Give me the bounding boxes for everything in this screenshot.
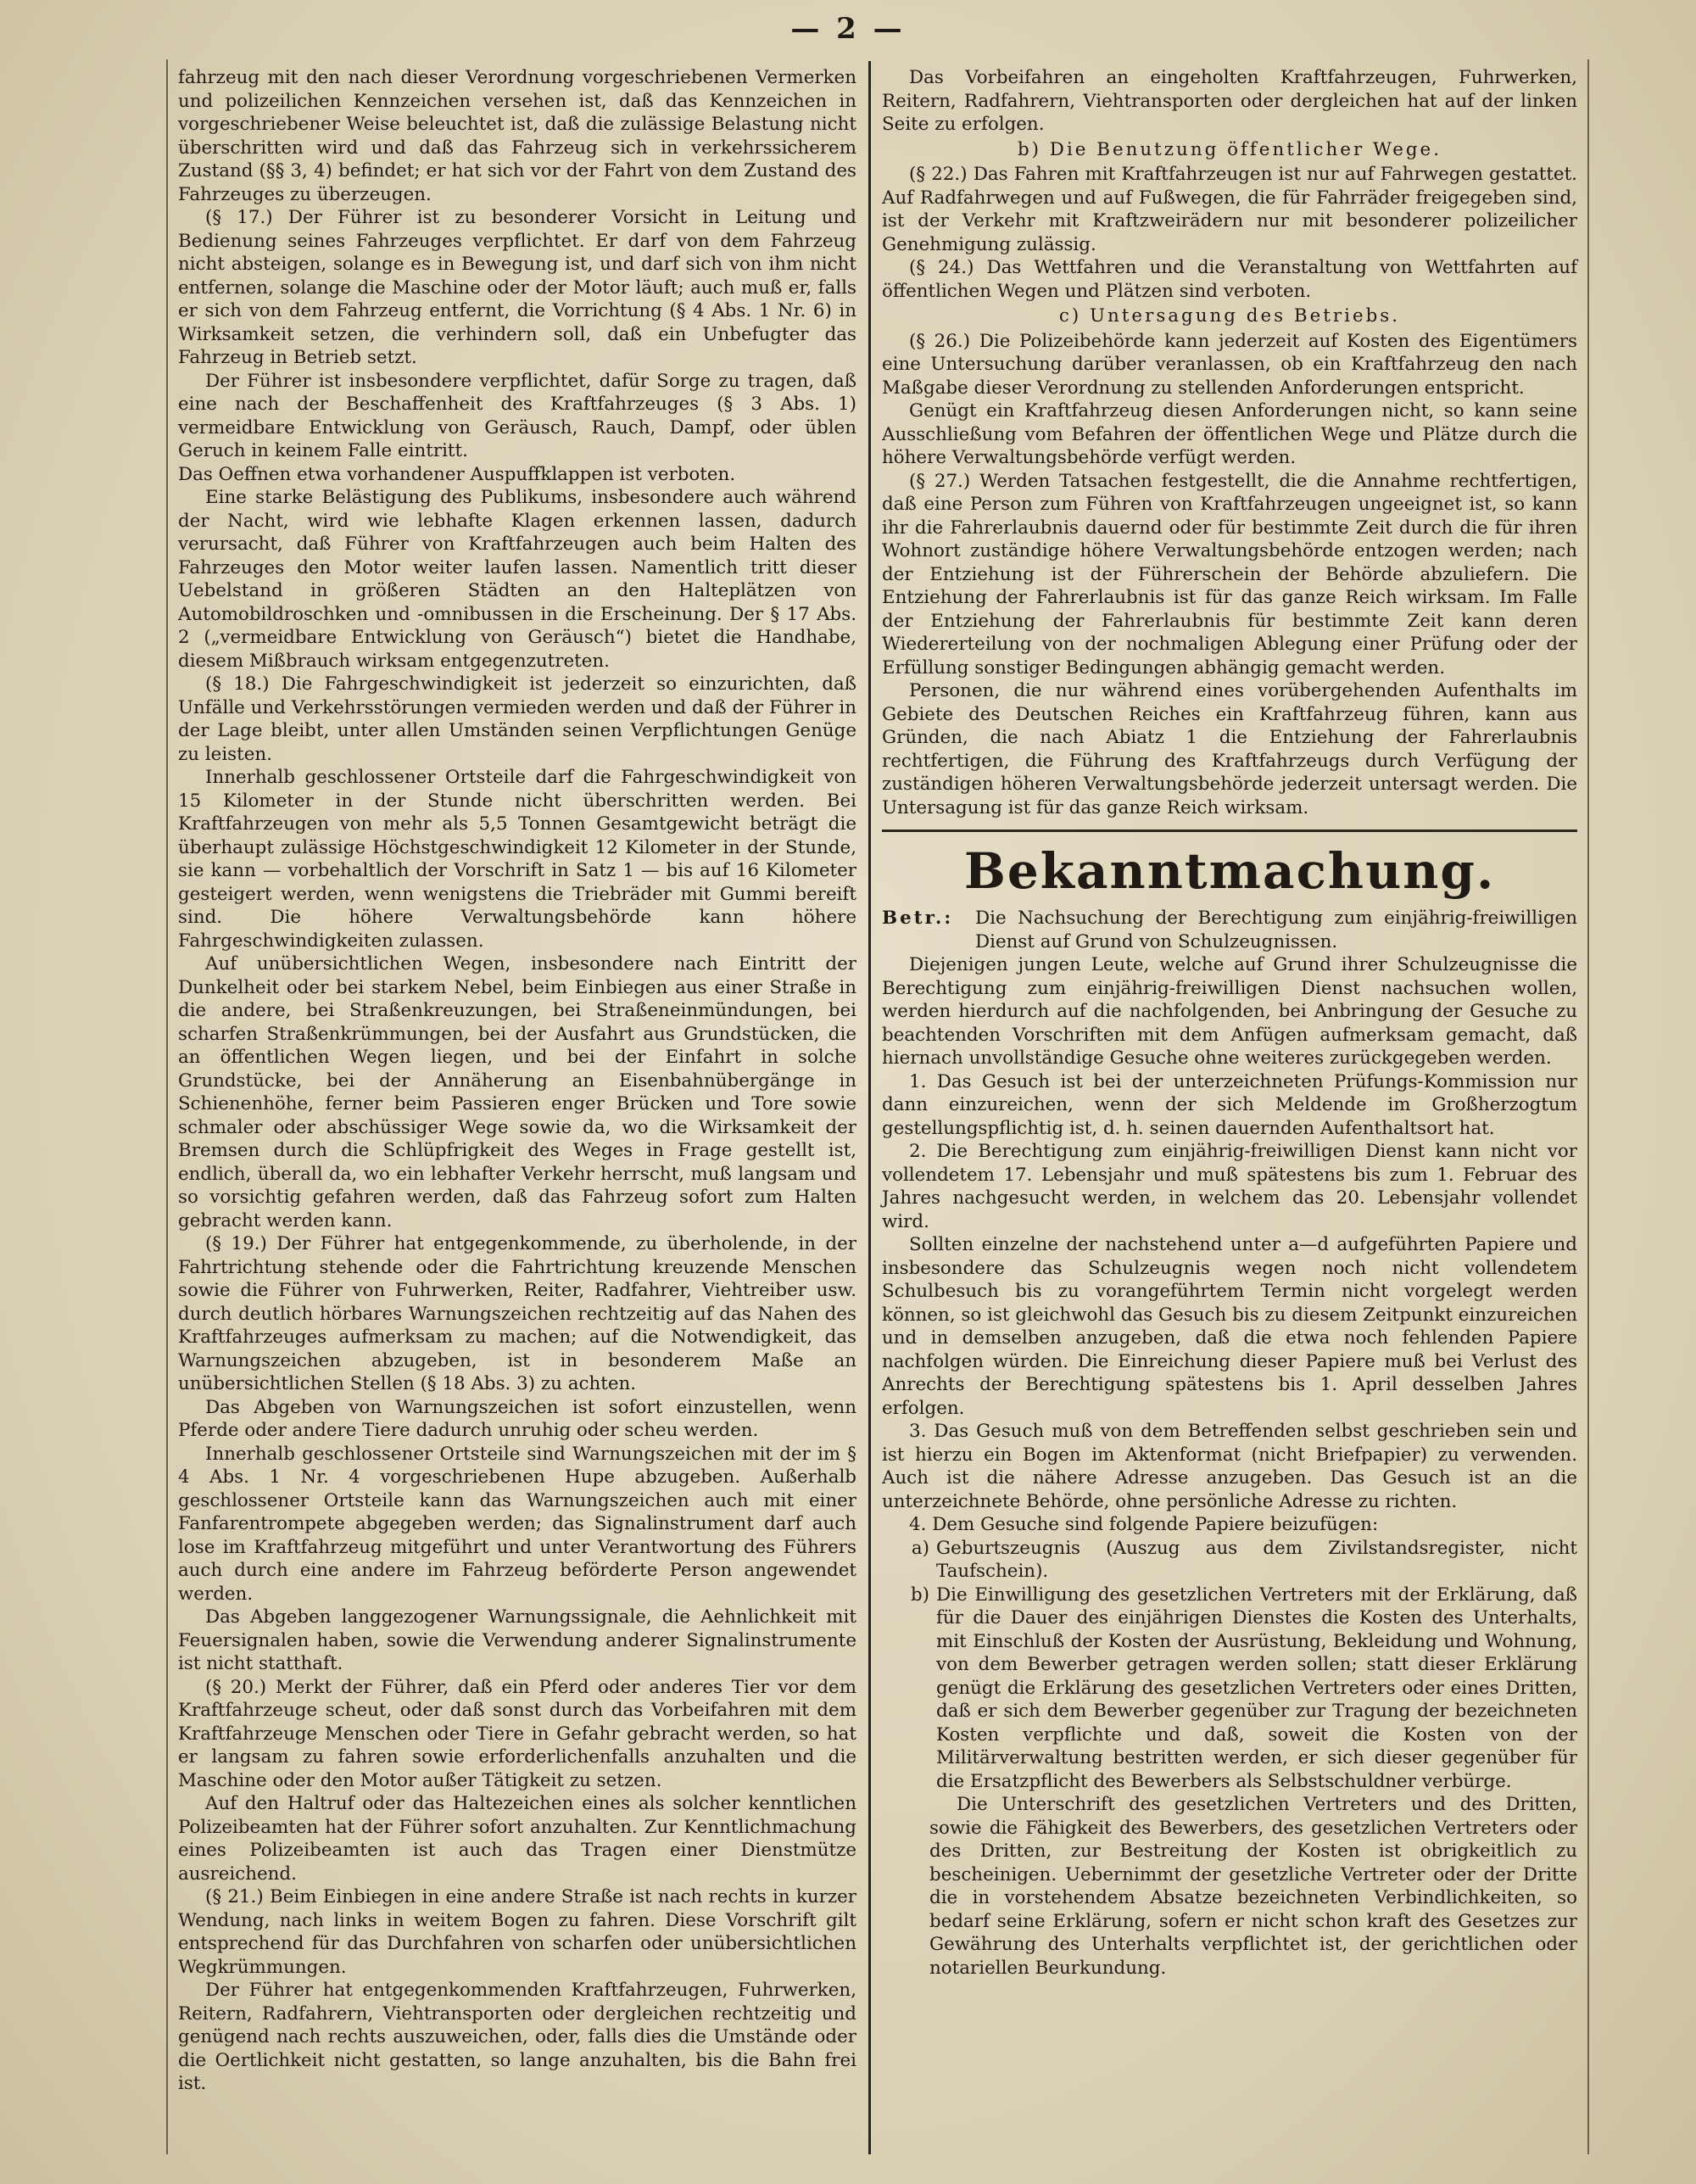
paragraph: Innerhalb geschlossener Ortsteile sind Warnungszeichen mit der im § 4 Abs. 1 Nr. 4 vorgeschriebenen Hupe abzugeben. Außerhalb geschlossener Ortsteile kann das Warnungszeichen auch mit einer Fanfarentrompete abgegeben werden; das Signalinstrument darf auch lose im Kraftfahrzeug mitgeführt und unter Verantwortung des Führers auch durch eine andere im Fahrzeug beförderte Person angewendet werden. <box>178 1443 856 1605</box>
announcement-intro: Diejenigen jungen Leute, welche auf Grund ihrer Schulzeugnisse die Berechtigung zum einjährig-freiwilligen Dienst nachsuchen wollen, werden hierdurch auf die nachfolgenden, bei Anbringung der Gesuche zu beachtenden Vorschriften mit dem Anfügen aufmerksam gemacht, daß hiernach unvollständige Gesuche ohne weiteres zurückgegeben werden. <box>882 954 1577 1069</box>
paragraph: Innerhalb geschlossener Ortsteile darf die Fahrgeschwindigkeit von 15 Kilometer in der Stunde nicht überschritten werden. Bei Kraftfahrzeugen von mehr als 5,5 Tonnen Gesamtgewicht beträgt die überhaupt zulässige Höchstgeschwindigkeit 12 Kilometer in der Stunde, sie kann — vorbehaltlich der Vorschrift in Satz 1 — bis auf 16 Kilometer gesteigert werden, wenn wenigstens die Triebräder mit Gummi bereift sind. Die höhere Verwaltungsbehörde kann höhere Fahrgeschwindigkeiten zulassen. <box>178 767 856 952</box>
paragraph: Das Oeffnen etwa vorhandener Auspuffklappen ist verboten. <box>178 463 736 485</box>
paragraph-section-24: (§ 24.) Das Wettfahren und die Veranstaltung von Wettfahrten auf öffentlichen Wegen und Plätzen sind verboten. <box>882 257 1577 302</box>
paragraph-section-26: (§ 26.) Die Polizeibehörde kann jederzeit auf Kosten des Eigentümers eine Untersuchung darüber veranlassen, ob ein Kraftfahrzeug den nach Maßgabe dieser Verordnung zu stellenden Anforderungen entspricht. <box>882 330 1577 399</box>
numbered-rule-2: 2. Die Berechtigung zum einjährig-freiwilligen Dienst kann nicht vor vollendetem 17. Lebensjahr und muß spätestens bis zum 1. Februar des Jahres nachgesucht werden, in welchem das 20. Lebensjahr vollendet wird. <box>882 1141 1577 1232</box>
numbered-rule-1: 1. Das Gesuch ist bei der unterzeichneten Prüfungs-Kommission nur dann einzureichen, wenn der sich Meldende im Großherzogtum gestellungspflichtig ist, d. h. seinen dauernden Aufenthaltsort hat. <box>882 1070 1577 1139</box>
right-column <box>882 66 1577 1980</box>
paragraph: Auf den Haltruf oder das Haltezeichen eines als solcher kenntlichen Polizeibeamten hat der Führer sofort anzuhalten. Zur Kenntlichmachung eines Polizeibeamten ist auch das Tragen einer Dienstmütze ausreichend. <box>178 1793 856 1885</box>
page-number: — 2 — <box>790 12 906 46</box>
paragraph: Eine starke Belästigung des Publikums, insbesondere auch während der Nacht, wird wie lebhafte Klagen erkennen lassen, dadurch verursacht, daß Führer von Kraftfahrzeugen auch beim Halten des Fahrzeuges den Motor weiter laufen lassen. Namentlich tritt dieser Uebelstand in größeren Städten an den Halteplätzen von Automobildroschken und -omnibussen in die Erscheinung. Der § 17 Abs. 2 („vermeidbare Entwicklung von Geräusch“) bietet die Handhabe, diesem Mißbrauch wirksam entgegenzutreten. <box>178 487 856 672</box>
closing-paragraph: Die Unterschrift des gesetzlichen Vertreters und des Dritten, sowie die Fähigkeit des Bewerbers, des gesetzlichen Vertreters oder des Dritten, zur Bestreitung der Kosten ist obrigkeitlich zu bescheinigen. Uebernimmt der gesetzliche Vertreter oder der Dritte die in vorstehendem Absatze bezeichneten Verbindlichkeiten, so bedarf seine Erklärung, sofern er nicht schon kraft des Gesetzes zur Gewährung des Unterhalts verpflichtet ist, der gerichtlichen oder notariellen Beurkundung. <box>929 1794 1577 1979</box>
paragraph: Personen, die nur während eines vorübergehenden Aufenthalts im Gebiete des Deutschen Reiches ein Kraftfahrzeug führen, kann aus Gründen, die nach Abiatz 1 die Entziehung der Fahrerlaubnis rechtfertigen, die Führung des Kraftfahrzeugs durch Verfügung der zuständigen höheren Verwaltungsbehörde jederzeit untersagt werden. Die Untersagung ist für das ganze Reich wirksam. <box>882 680 1577 818</box>
page-border-right <box>1587 59 1589 2154</box>
paragraph: fahrzeug mit den nach dieser Verordnung vorgeschriebenen Vermerken und polizeilichen Kennzeichen versehen ist, daß das Kennzeichen in vorgeschriebener Weise beleuchtet ist, daß die zulässige Belastung nicht überschritten wird und daß das Fahrzeug sich in verkehrssicherem Zustand (§§ 3, 4) befindet; er hat sich vor der Fahrt von dem Zustand des Fahrzeuges zu überzeugen. <box>178 67 856 205</box>
paragraph-section-19: (§ 19.) Der Führer hat entgegenkommende, zu überholende, in der Fahrtrichtung stehende oder die Fahrtrichtung kreuzende Menschen sowie die Führer von Fuhrwerken, Reiter, Radfahrer, Viehtreiber usw. durch deutlich hörbares Warnungszeichen rechtzeitig auf das Nahen des Kraftfahrzeuges aufmerksam zu machen; auf die Notwendigkeit, das Warnungszeichen abzugeben, ist in besonderem Maße an unübersichtlichen Stellen (§ 18 Abs. 3) zu achten. <box>178 1233 856 1394</box>
list-item-text: Geburtszeugnis (Auszug aus dem Zivilstandsregister, nicht Taufschein). <box>936 1537 1577 1582</box>
paragraph-section-17: (§ 17.) Der Führer ist zu besonderer Vorsicht in Leitung und Bedienung seines Fahrzeuges verpflichtet. Er darf von dem Fahrzeug nicht absteigen, solange es in Bewegung ist, und darf sich von ihm nicht entfernen, solange die Maschine oder der Motor läuft; auch muß er, falls er sich von dem Fahrzeug entfernt, die Vorrichtung (§ 4 Abs. 1 Nr. 6) in Wirksamkeit setzen, die verhindern soll, daß ein Unbefugter das Fahrzeug in Betrieb setzt. <box>178 207 856 368</box>
paragraph: Der Führer hat entgegenkommenden Kraftfahrzeugen, Fuhrwerken, Reitern, Radfahrern, Viehtransporten oder dergleichen rechtzeitig und genügend nach rechts auszuweichen, oder, falls dies die Umstände oder die Oertlichkeit nicht gestatten, so lange anzuhalten, bis die Bahn frei ist. <box>178 1980 856 2094</box>
paragraph: Der Führer ist insbesondere verpflichtet, dafür Sorge zu tragen, daß eine nach der Beschaffenheit des Kraftfahrzeuges (§ 3 Abs. 1) vermeidbare Entwicklung von Geräusch, Rauch, Dampf, oder üblen Geruch in keinem Falle eintritt. <box>178 370 856 461</box>
list-marker: b) <box>910 1584 929 1606</box>
page-border-left <box>166 59 168 2154</box>
paragraph: Sollten einzelne der nachstehend unter a—d aufgeführten Papiere und insbesondere das Schulzeugnis wegen noch nicht vollendetem Schulbesuch bis zu vorangeführtem Termin nicht vorgelegt werden können, so ist gleichwohl das Gesuch bis zu diesem Zeitpunkt einzureichen und in demselben anzugeben, daß die etwa noch fehlenden Papiere nachfolgen würden. Die Einreichung dieser Papiere muß bei Verlust des Anrechts der Berechtigung spätestens bis 1. April desselben Jahres erfolgen. <box>882 1234 1577 1419</box>
left-column <box>178 66 856 2096</box>
paragraph: Das Abgeben von Warnungszeichen ist sofort einzustellen, wenn Pferde oder andere Tiere dadurch unruhig oder scheu werden. <box>178 1396 856 1441</box>
paragraph: Das Abgeben langgezogener Warnungssignale, die Aehnlichkeit mit Feuersignalen haben, sowie die Verwendung anderer Signalinstrumente ist nicht statthaft. <box>178 1606 856 1674</box>
subsection-heading-c: c) Untersagung des Betriebs. <box>1058 305 1401 327</box>
subject-line <box>882 907 1577 953</box>
subject-label: Betr.: <box>882 908 954 929</box>
numbered-rule-4: 4. Dem Gesuche sind folgende Papiere beizufügen: <box>909 1514 1379 1535</box>
list-item <box>882 1537 1577 1584</box>
paragraph-section-21: (§ 21.) Beim Einbiegen in eine andere Straße ist nach rechts in kurzer Wendung, nach links in weitem Bogen zu fahren. Diese Vorschrift gilt entsprechend für das Durchfahren von scharfen oder unübersichtlichen Wegkrümmungen. <box>178 1886 856 1978</box>
list-item-text: Die Einwilligung des gesetzlichen Vertreters mit der Erklärung, daß für die Dauer des einjährigen Dienstes die Kosten des Unterhalts, mit Einschluß der Kosten der Ausrüstung, Bekleidung und Wohnung, von dem Bewerber getragen werden sollen; statt dieser Erklärung genügt die Erklärung des gesetzlichen Vertreters oder eines Dritten, daß er sich dem Bewerber gegenüber zur Tragung der bezeichneten Kosten verpflichte und daß, soweit die Kosten von der Militärverwaltung bestritten werden, er sich dieser gegenüber für die Ersatzpflicht des Bewerbers als Selbstschuldner verbürge. <box>936 1584 1577 1792</box>
paragraph-section-20: (§ 20.) Merkt der Führer, daß ein Pferd oder anderes Tier vor dem Kraftfahrzeuge scheut, oder daß sonst durch das Vorbeifahren mit dem Kraftfahrzeuge Menschen oder Tiere in Gefahr gebracht werden, so hat er langsam zu fahren sowie erforderlichenfalls anzuhalten und die Maschine oder den Motor außer Tätigkeit zu setzen. <box>178 1676 856 1791</box>
paragraph: Auf unübersichtlichen Wegen, insbesondere nach Eintritt der Dunkelheit oder bei starkem Nebel, beim Einbiegen aus einer Straße in die andere, bei Straßenkreuzungen, bei Straßeneinmündungen, bei scharfen Straßenkrümmungen, bei der Ausfahrt aus Grundstücken, die an öffentlichen Wegen liegen, und bei der Einfahrt in solche Grundstücke, bei der Annäherung an Eisenbahnübergänge in Schienenhöhe, ferner beim Passieren enger Brücken und Tore sowie schmaler oder abschüssiger Wege sowie da, wo die Wirksamkeit der Bremsen durch die Schlüpfrigkeit des Weges in Frage gestellt ist, endlich, überall da, wo ein lebhafter Verkehr herrscht, muß langsam und so vorsichtig gefahren werden, daß das Fahrzeug sofort zum Halten gebracht werden kann. <box>178 953 856 1232</box>
paragraph-section-18: (§ 18.) Die Fahrgeschwindigkeit ist jederzeit so einzurichten, daß Unfälle und Verkehrsstörungen vermieden werden und daß der Führer in der Lage bleibt, unter allen Umständen seinen Verpflichtungen Genüge zu leisten. <box>178 673 856 765</box>
column-divider <box>868 61 871 2154</box>
list-marker: a) <box>911 1537 929 1559</box>
paragraph-section-27: (§ 27.) Werden Tatsachen festgestellt, die die Annahme rechtfertigen, daß eine Person zum Führen von Kraftfahrzeugen ungeeignet ist, so kann ihr die Fahrerlaubnis dauernd oder für bestimmte Zeit durch die für ihren Wohnort zuständige höhere Verwaltungsbehörde entzogen werden; nach der Entziehung ist der Führerschein der Behörde abzuliefern. Die Entziehung der Fahrerlaubnis ist für das ganze Reich wirksam. Im Falle der Entziehung der Fahrerlaubnis für bestimmte Zeit kann deren Wiedererteilung von der nochmaligen Ablegung einer Prüfung oder der Erfüllung sonstiger Bedingungen abhängig gemacht werden. <box>882 470 1577 679</box>
numbered-rule-3: 3. Das Gesuch muß von dem Betreffenden selbst geschrieben sein und ist hierzu ein Bogen im Aktenformat (nicht Briefpapier) zu verwenden. Auch ist die nähere Adresse anzugeben. Das Gesuch ist an die unterzeichnete Behörde, ohne persönliche Adresse zu richten. <box>882 1421 1577 1512</box>
section-divider <box>882 829 1577 832</box>
subject-text: Die Nachsuchung der Berechtigung zum einjährig-freiwilligen Dienst auf Grund von Schulzeugnissen. <box>975 908 1577 952</box>
list-item <box>882 1584 1577 1794</box>
paragraph: Das Vorbeifahren an eingeholten Kraftfahrzeugen, Fuhrwerken, Reitern, Radfahrern, Viehtransporten oder dergleichen hat auf der linken Seite zu erfolgen. <box>882 67 1577 135</box>
paragraph: Genügt ein Kraftfahrzeug diesen Anforderungen nicht, so kann seine Ausschließung vom Befahren der öffentlichen Wege und Plätze durch die höhere Verwaltungsbehörde verfügt werden. <box>882 400 1577 468</box>
announcement-headline: Bekanntmachung. <box>963 842 1496 900</box>
paragraph-section-22: (§ 22.) Das Fahren mit Kraftfahrzeugen ist nur auf Fahrwegen gestattet. Auf Radfahrwegen und auf Fußwegen, die für Fahrräder freigegeben sind, ist der Verkehr mit Kraftzweirädern nur mit besonderer polizeilicher Genehmigung zulässig. <box>882 164 1577 255</box>
subsection-heading-b: b) Die Benutzung öffentlicher Wege. <box>1017 138 1442 160</box>
